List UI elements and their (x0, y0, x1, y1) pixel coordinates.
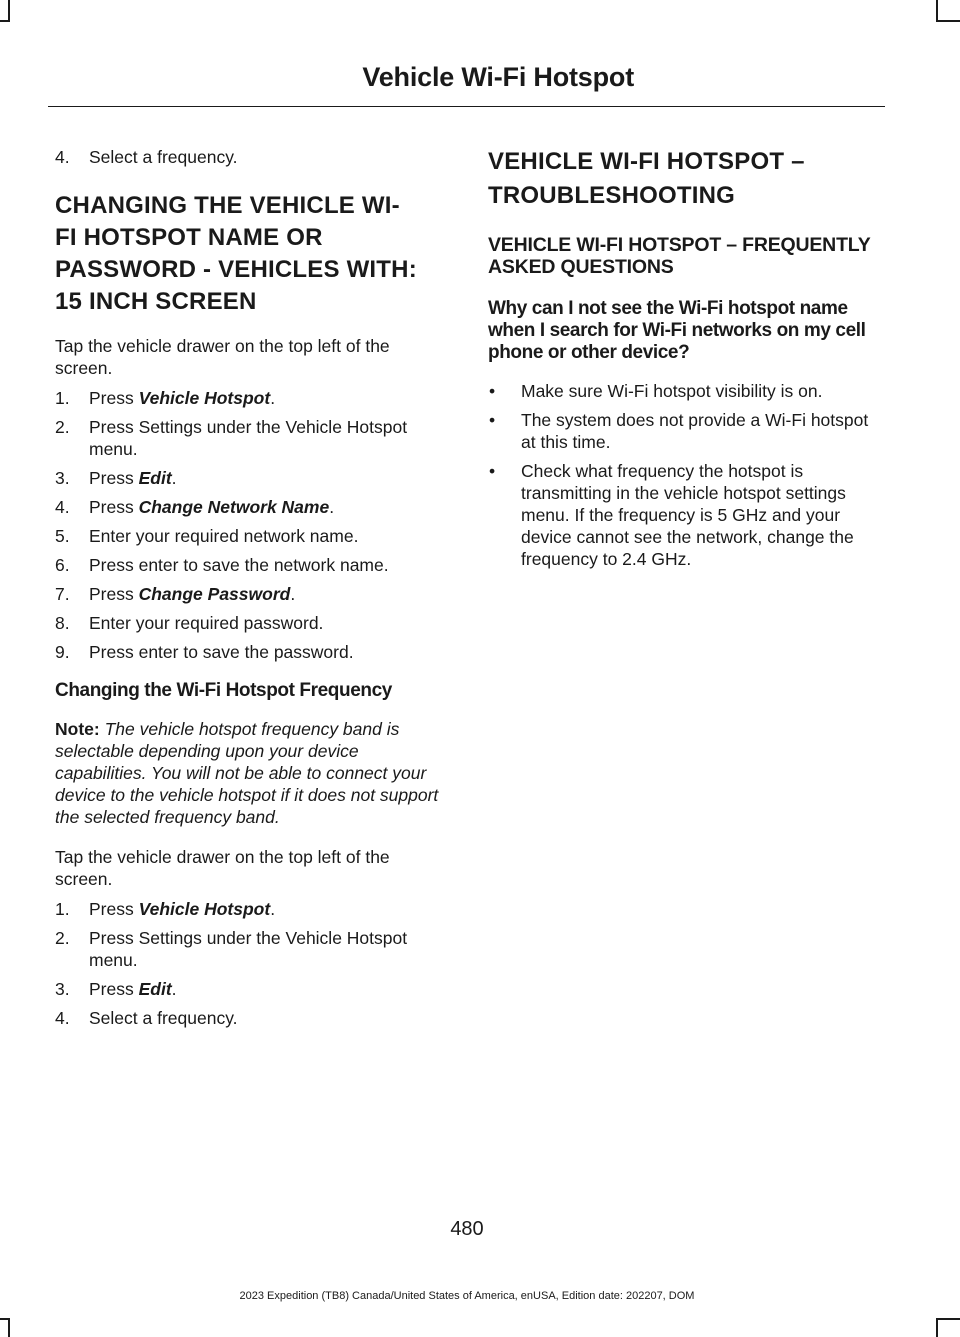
crop-mark (936, 20, 960, 22)
question-heading: Why can I not see the Wi-Fi hotspot name when I search for Wi-Fi networks on my cell phone or other device? (488, 298, 866, 363)
step-number: 8. (55, 613, 70, 633)
bullet-item (488, 460, 881, 570)
list-item: 4. Select a frequency. (55, 147, 238, 167)
step-text: Enter your required password. (89, 613, 324, 633)
ui-term: Edit (138, 979, 172, 999)
section-heading: VEHICLE WI-FI HOTSPOT – TROUBLESHOOTING (488, 148, 805, 209)
step-number: 2. (55, 928, 70, 948)
step-text: Press Vehicle Hotspot. (89, 899, 276, 919)
step-number: 4. (55, 497, 70, 517)
crop-mark (8, 1318, 10, 1337)
step-number: 1. (55, 899, 70, 919)
bullet-text: Make sure Wi-Fi hotspot visibility is on. (521, 381, 823, 401)
subheading: VEHICLE WI-FI HOTSPOT – FREQUENTLY ASKED QUESTIONS (488, 234, 871, 278)
paragraph: Tap the vehicle drawer on the top left of the screen. (55, 847, 390, 889)
step-list (55, 898, 447, 1029)
step-number: 5. (55, 526, 70, 546)
bullet-text: Check what frequency the hotspot is transmitting in the vehicle hotspot settings menu. If the frequency is 5 GHz and your device cannot see the network, change the frequency to 2.4 GHz. (521, 461, 854, 569)
step-item (55, 416, 447, 460)
step-item (55, 387, 447, 409)
step-number: 3. (55, 468, 70, 488)
step-item (55, 525, 447, 547)
page-number: 480 (450, 1218, 484, 1240)
step-number: 7. (55, 584, 70, 604)
right-column (488, 146, 881, 577)
step-text: Press Change Password. (89, 584, 296, 604)
bullet-item (488, 409, 881, 453)
page-title: Vehicle Wi-Fi Hotspot (362, 62, 634, 92)
bullet-text: The system does not provide a Wi-Fi hotspot at this time. (521, 410, 869, 452)
paragraph: Tap the vehicle drawer on the top left of the screen. (55, 336, 390, 378)
crop-mark (0, 1318, 10, 1320)
step-item (55, 1007, 447, 1029)
step-text: Press Change Network Name. (89, 497, 335, 517)
step-text: Press enter to save the password. (89, 642, 354, 662)
crop-mark (936, 0, 938, 22)
header-rule (48, 106, 885, 107)
bullet-list (488, 380, 881, 570)
step-item (55, 927, 447, 971)
step-number: 2. (55, 417, 70, 437)
step-number: 1. (55, 388, 70, 408)
ui-term: Change Password (138, 584, 291, 604)
step-item (55, 978, 447, 1000)
section-heading: CHANGING THE VEHICLE WI- FI HOTSPOT NAME OR PASSWORD - VEHICLES WITH: 15 INCH SCREEN (55, 192, 417, 315)
step-item (55, 898, 447, 920)
step-text: Press Edit. (89, 979, 177, 999)
ui-term: Vehicle Hotspot (138, 899, 271, 919)
crop-mark (8, 0, 10, 22)
step-item (55, 583, 447, 605)
step-number: 9. (55, 642, 70, 662)
footer-text: 2023 Expedition (TB8) Canada/United States of America, enUSA, Edition date: 202207, DOM (239, 1290, 695, 1302)
step-number: 3. (55, 979, 70, 999)
ui-term: Change Network Name (138, 497, 330, 517)
step-text: Press Vehicle Hotspot. (89, 388, 276, 408)
step-text: Press Settings under the Vehicle Hotspot menu. (89, 928, 408, 970)
step-text: Press Edit. (89, 468, 177, 488)
step-item (55, 612, 447, 634)
step-text: Select a frequency. (89, 1008, 238, 1028)
step-text: Press enter to save the network name. (89, 555, 389, 575)
ui-term: Vehicle Hotspot (138, 388, 271, 408)
bullet-dot: • (489, 381, 496, 401)
step-number: 4. (55, 1008, 70, 1028)
crop-mark (0, 20, 10, 22)
bullet-item (488, 380, 881, 402)
bullet-dot: • (489, 410, 496, 430)
note: Note: The vehicle hotspot frequency band is selectable depending upon your device capabilities. You will not be able to connect your device to the vehicle hotspot if it does not support the selected frequency band. (55, 719, 439, 827)
step-item (55, 467, 447, 489)
step-item (55, 641, 447, 663)
ui-term: Edit (138, 468, 172, 488)
step-list (55, 387, 447, 663)
step-item (55, 496, 447, 518)
left-column (55, 146, 447, 1036)
step-text: Press Settings under the Vehicle Hotspot menu. (89, 417, 408, 459)
subheading: Changing the Wi-Fi Hotspot Frequency (55, 680, 392, 701)
crop-mark (936, 1318, 938, 1337)
crop-mark (936, 1318, 960, 1320)
step-item (55, 554, 447, 576)
step-number: 6. (55, 555, 70, 575)
bullet-dot: • (489, 461, 496, 481)
step-text: Enter your required network name. (89, 526, 359, 546)
